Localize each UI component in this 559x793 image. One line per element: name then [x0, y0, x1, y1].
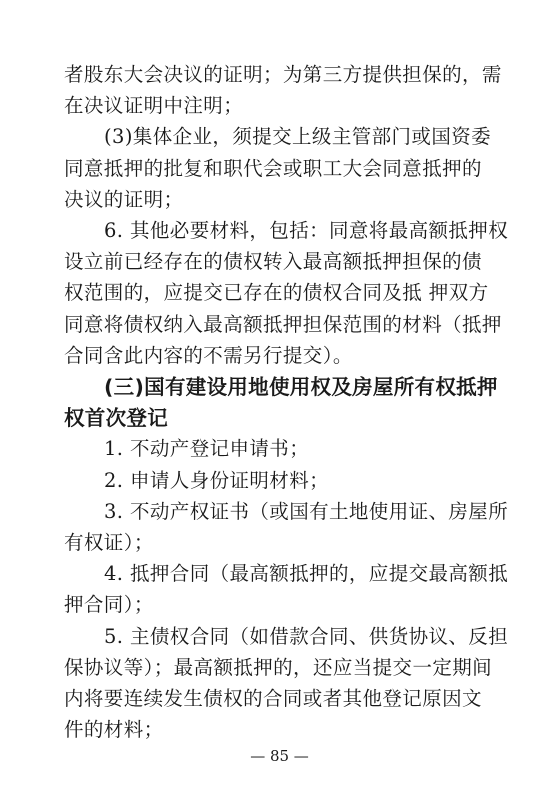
- section-heading: 权首次登记: [64, 406, 168, 431]
- text-line: 在决议证明中注明；: [64, 94, 244, 118]
- section-heading: (三)国有建设用地使用权及房屋所有权抵押: [104, 375, 498, 399]
- text-line: 同意抵押的批复和职代会或职工大会同意抵押的: [64, 156, 482, 180]
- text-line: 者股东大会决议的证明；为第三方提供担保的，需: [64, 63, 502, 86]
- text-line: 6. 其他必要材料，包括：同意将最高额抵押权: [104, 219, 509, 242]
- text-line: 决议的证明；: [64, 187, 184, 211]
- text-line: 内将要连续发生债权的合同或者其他登记原因文: [64, 687, 482, 710]
- text-line: 保协议等）；最高额抵押的，还应当提交一定期间: [64, 655, 493, 679]
- text-line: 2. 申请人身份证明材料；: [104, 468, 330, 492]
- text-line: 同意将债权纳入最高额抵押担保范围的材料（抵押: [64, 312, 502, 336]
- text-line: 押合同）；: [64, 593, 154, 617]
- text-line: 权范围的，应提交已存在的债权合同及抵 押双方: [64, 281, 489, 305]
- text-line: 5. 主债权合同（如借款合同、供货协议、反担: [104, 624, 509, 648]
- text-line: 4. 抵押合同（最高额抵押的，应提交最高额抵: [104, 562, 509, 586]
- text-line: 件的材料；: [64, 718, 164, 742]
- text-line: 3. 不动产权证书（或国有土地使用证、房屋所: [104, 499, 509, 523]
- text-line: 1. 不动产登记申请书；: [104, 437, 310, 461]
- text-line: 合同含此内容的不需另行提交）。: [64, 343, 353, 367]
- text-line: 有权证）；: [64, 531, 154, 554]
- text-line: (3)集体企业，须提交上级主管部门或国资委: [104, 125, 492, 149]
- text-line: 设立前已经存在的债权转入最高额抵押担保的债: [64, 250, 482, 274]
- page-number: — 85 —: [250, 747, 309, 765]
